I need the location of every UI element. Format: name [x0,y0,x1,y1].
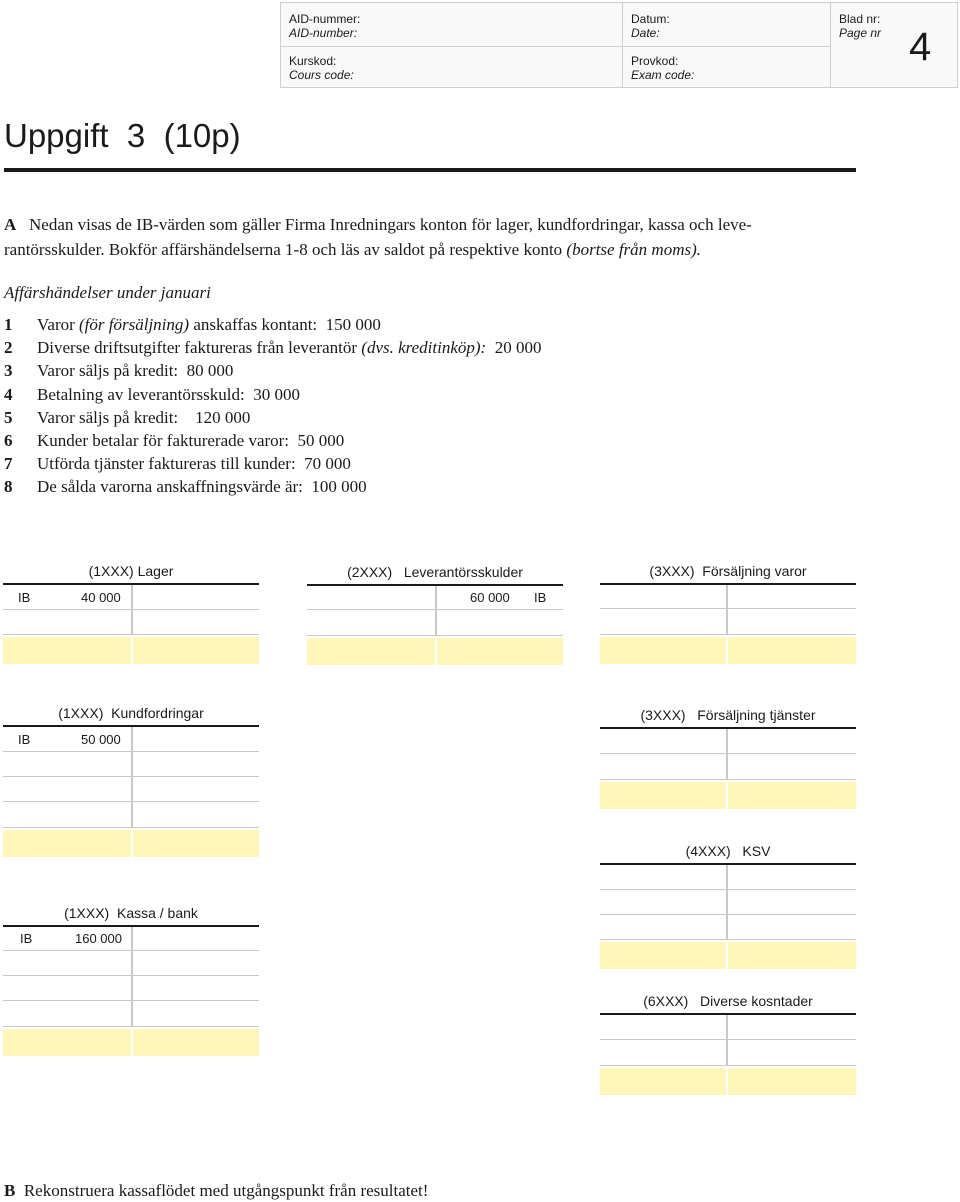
task-title: Uppgift 3 (10p) [4,117,241,154]
list-item: 4 Betalning av leverantörsskuld: 30 000 [4,384,300,404]
course-code-label-en: Cours code: [289,68,354,82]
page-field [839,12,881,40]
page-label: Blad nr: [839,12,881,26]
title-rule [4,168,856,172]
part-a-marker: A [4,215,17,234]
t-account-kassa-bank [3,903,259,1057]
ib-amount: 50 000 [81,732,121,747]
date-field [631,12,670,40]
part-a-text-2-italic: (bortse från moms). [566,240,702,259]
ib-label: IB [18,732,31,747]
account-top-line [600,1013,856,1015]
ib-label: IB [18,590,31,605]
sum-row[interactable] [600,1068,856,1095]
ib-amount: 60 000 [470,590,510,605]
list-item: 1 Varor (för försäljning) anskaffas kontant: 150 000 [4,315,381,334]
account-top-line [600,863,856,865]
part-a-text-1: Nedan visas de IB-värden som gäller Firma Inredningars konton för lager, kundfordringar, kassa och leve- [29,215,752,234]
part-b-question [4,1180,428,1202]
t-account-leverantorsskulder [307,562,563,692]
exam-code-label: Provkod: [631,54,679,68]
ib-label: IB [534,590,547,605]
account-title: (1XXX) Lager [88,563,174,579]
account-title: (3XXX) Försäljning varor [649,563,807,579]
exam-code-label-en: Exam code: [631,68,695,82]
list-item: 6 Kunder betalar för fakturerade varor: 50 000 [4,431,345,451]
t-account-forsaljning-tjanster [600,706,856,810]
part-a-text-2: rantörsskulder. Bokför affärshändelserna 1-8 och läs av saldot på respektive konto [4,240,567,259]
sum-row[interactable] [600,782,856,809]
list-item: 3 Varor säljs på kredit: 80 000 [4,361,234,381]
account-title: (2XXX) Leverantörsskulder [347,564,523,580]
account-divider [726,729,728,779]
account-divider [726,1015,728,1065]
t-account-diverse-kostnader [600,992,856,1096]
exam-code-field [631,54,694,82]
list-item: 5 Varor säljs på kredit: 120 000 [4,407,251,427]
account-title: (4XXX) KSV [685,843,771,859]
part-b-text: Rekonstruera kassaflödet med utgångspunkt från resultatet! [23,1181,429,1200]
header-divider [830,3,831,87]
t-account-kundfordringar [3,704,259,858]
list-item: 2 Diverse driftsutgifter faktureras från leverantör (dvs. kreditinköp): 20 000 [4,338,542,358]
part-a-intro [4,212,854,262]
account-title: (1XXX) Kundfordringar [58,705,204,721]
part-b-marker: B [4,1181,16,1200]
date-label: Datum: [631,12,670,26]
header-divider [281,46,830,47]
account-divider [726,865,728,939]
sum-row[interactable] [600,637,856,664]
account-top-line [600,727,856,729]
ib-amount: 40 000 [81,590,121,605]
account-divider [726,585,728,634]
account-title: (3XXX) Försäljning tjänster [640,707,816,723]
aid-number-label: AID-nummer: [289,12,361,26]
page-label-en: Page nr [839,26,882,40]
account-divider [131,727,133,827]
page-number: 4 [909,25,932,69]
t-account-ksv [600,842,856,972]
t-account-forsaljning-varor [600,562,856,692]
course-code-label: Kurskod: [289,54,337,68]
account-title: (1XXX) Kassa / bank [64,905,198,921]
account-divider [435,586,437,636]
exam-header [280,2,958,88]
account-divider [131,927,133,1026]
header-divider [622,3,623,87]
aid-number-field [289,12,360,40]
course-code-field [289,54,354,82]
date-label-en: Date: [631,26,660,40]
account-title: (6XXX) Diverse kosntader [643,993,813,1009]
t-account-lager [3,562,259,692]
events-list [4,313,854,499]
events-heading: Affärshändelser under januari [4,283,211,302]
aid-number-label-en: AID-number: [289,26,358,40]
ib-label: IB [20,931,33,946]
account-top-line [600,583,856,585]
list-item: 8 De sålda varorna anskaffningsvärde är: 100 000 [4,477,367,497]
ib-amount: 160 000 [75,931,122,946]
list-item: 7 Utförda tjänster faktureras till kunder: 70 000 [4,454,351,474]
sum-row[interactable] [600,942,856,969]
